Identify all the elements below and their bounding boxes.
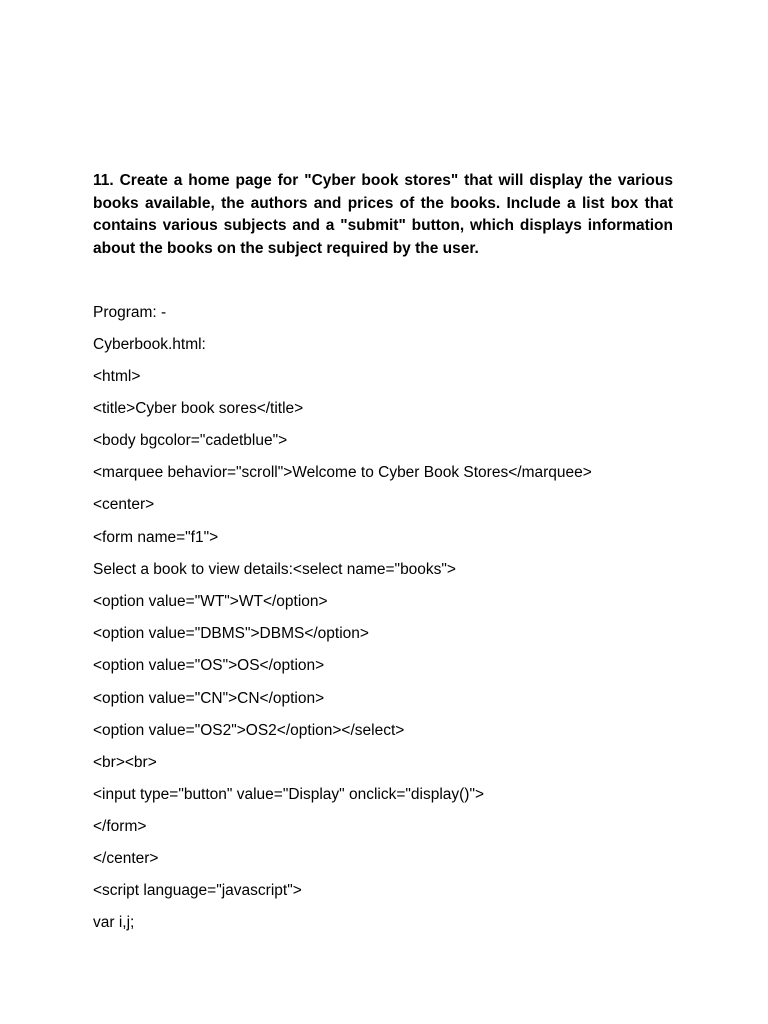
question-text: 11. Create a home page for "Cyber book stores" that will display the various books available, the authors and prices of the books. Include a list box that contains various subjects and a "submit" button, which displays information about the books on the subject required by the user.	[93, 172, 673, 257]
code-line: </form>	[93, 818, 147, 835]
code-line: <script language="javascript">	[93, 882, 302, 899]
program-label: Program: -	[93, 304, 167, 321]
code-line: <html>	[93, 368, 141, 385]
code-line: <option value="OS2">OS2</option></select>	[93, 722, 405, 739]
code-line: <option value="OS">OS</option>	[93, 657, 325, 674]
code-line: var i,j;	[93, 914, 135, 931]
filename-label: Cyberbook.html:	[93, 336, 206, 353]
code-line: <option value="WT">WT</option>	[93, 593, 328, 610]
code-line: <body bgcolor="cadetblue">	[93, 432, 288, 449]
code-line: <br><br>	[93, 754, 157, 771]
code-line: <form name="f1">	[93, 529, 219, 546]
code-line: <marquee behavior="scroll">Welcome to Cyber Book Stores</marquee>	[93, 464, 592, 481]
code-line: <input type="button" value="Display" onclick="display()">	[93, 786, 485, 803]
code-line: <option value="CN">CN</option>	[93, 690, 325, 707]
code-line: <option value="DBMS">DBMS</option>	[93, 625, 369, 642]
code-line: <title>Cyber book sores</title>	[93, 400, 304, 417]
code-line: Select a book to view details:<select name="books">	[93, 561, 456, 578]
code-line: </center>	[93, 850, 159, 867]
code-line: <center>	[93, 496, 155, 513]
